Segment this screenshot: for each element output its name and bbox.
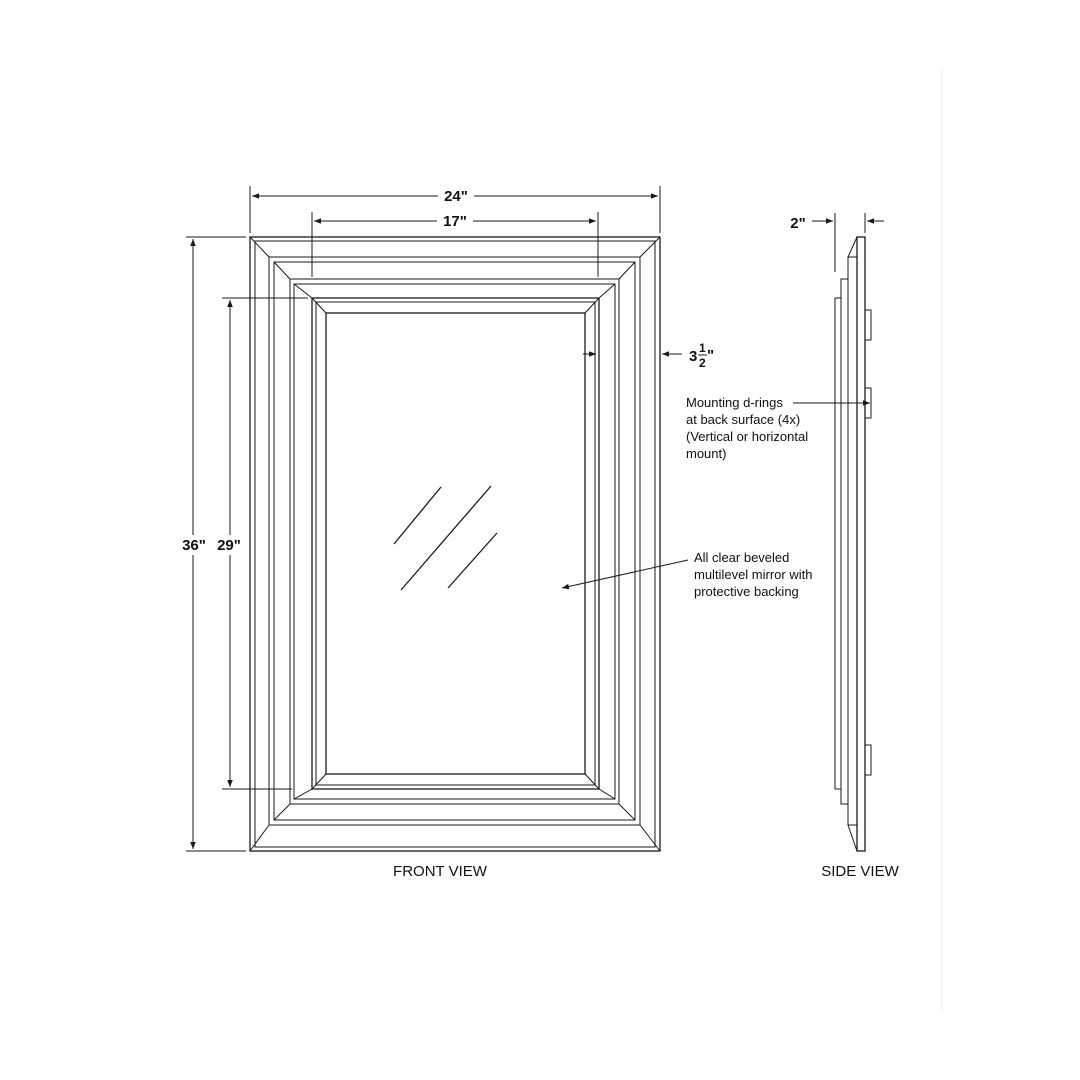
mirror-glass (326, 313, 585, 774)
mounting-note-line-1: Mounting d-rings (686, 395, 783, 410)
d-ring-icon (865, 745, 871, 775)
mirror-note-line-1: All clear beveled (694, 550, 790, 565)
frame-width-denominator: 2 (699, 356, 706, 370)
mirror-reflection-marks (394, 486, 497, 590)
depth-label: 2" (790, 215, 806, 232)
side-view-profile (835, 237, 871, 851)
inner-width-label: 17" (443, 213, 467, 230)
mounting-note (686, 395, 870, 461)
front-view-frame (250, 237, 660, 851)
overall-width-label: 24" (444, 188, 468, 205)
frame-width-numerator: 1 (699, 341, 706, 355)
mounting-note-line-4: mount) (686, 446, 727, 461)
mounting-note-line-2: at back surface (4x) (686, 412, 801, 427)
front-view-title: FRONT VIEW (393, 863, 487, 880)
dimension-inner-width (312, 211, 598, 277)
dimension-frame-width (583, 341, 714, 370)
dimension-depth (790, 213, 884, 272)
overall-height-label: 36" (182, 537, 206, 554)
mirror-note-line-2: multilevel mirror with (694, 567, 813, 582)
d-ring-icon (865, 310, 871, 340)
frame-width-whole: 3 (689, 348, 698, 365)
mounting-note-line-3: (Vertical or horizontal (686, 429, 809, 444)
frame-width-inch-mark: " (707, 347, 715, 364)
mirror-note-line-3: protective backing (694, 584, 799, 599)
side-view-title: SIDE VIEW (821, 863, 899, 880)
inner-height-label: 29" (217, 537, 241, 554)
